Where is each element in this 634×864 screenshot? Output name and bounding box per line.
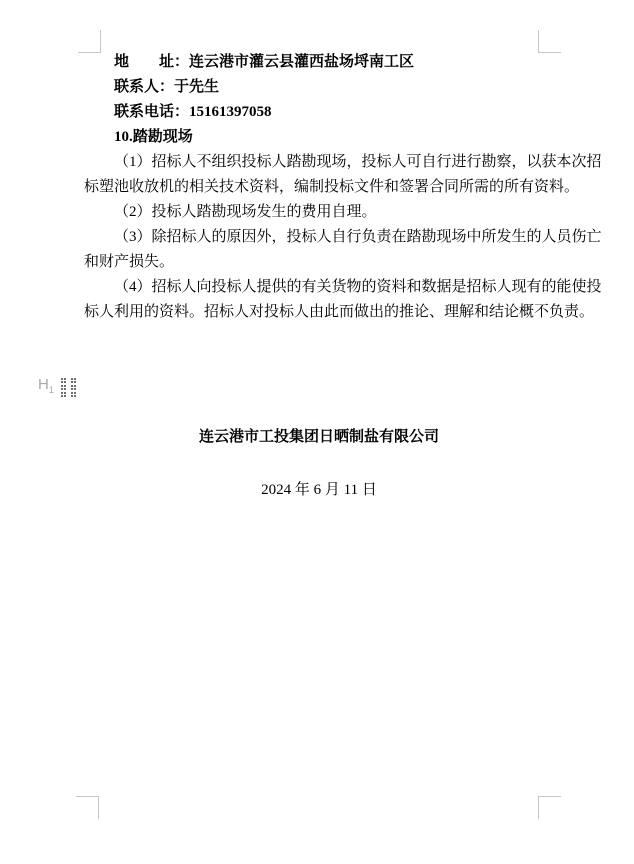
clause-3-line-1: （3）除招标人的原因外，投标人自行负责在踏勘现场中所发生的人员伤亡: [114, 229, 602, 245]
clause-2-line-1: （2）投标人踏勘现场发生的费用自理。: [114, 204, 377, 220]
section-heading: 10.踏勘现场: [114, 129, 193, 145]
signature-date: 2024 年 6 月 11 日: [261, 482, 377, 498]
company-signature: 连云港市工投集团日晒制盐有限公司: [198, 429, 439, 445]
clause-4-line-1: （4）招标人向投标人提供的有关货物的资料和数据是招标人现有的能使投: [114, 279, 602, 295]
clause-3-line-2: 和财产损失。: [84, 254, 175, 270]
heading-marker-level: 1: [48, 385, 54, 395]
heading-marker-letter: H: [38, 376, 49, 393]
drag-dot: [61, 392, 63, 394]
drag-dot: [71, 385, 73, 387]
drag-dot: [61, 378, 63, 380]
margin-corner-mark-bottom-left: [76, 796, 99, 819]
contact-person-line: 联系人：于先生: [114, 79, 220, 95]
editor-block-controls[interactable]: [38, 376, 76, 399]
drag-dot: [71, 378, 73, 380]
heading-1-marker[interactable]: [38, 376, 54, 399]
clause-1-line-1: （1）招标人不组织投标人踏勘现场，投标人可自行进行勘察，以获本次招: [114, 154, 602, 170]
address-line: 地 址：连云港市灌云县灌西盐场埒南工区: [114, 54, 415, 70]
clause-4-line-2: 标人利用的资料。招标人对投标人由此而做出的推论、理解和结论概不负责。: [84, 304, 595, 320]
margin-corner-mark-bottom-right: [538, 796, 561, 819]
drag-handle-icon[interactable]: [61, 378, 76, 397]
contact-phone-line: 联系电话：15161397058: [114, 104, 272, 120]
drag-dot: [61, 385, 63, 387]
drag-dot: [71, 392, 73, 394]
clause-1-line-2: 标塑池收放机的相关技术资料，编制投标文件和签署合同所需的所有资料。: [84, 179, 580, 195]
document-body: [84, 50, 602, 503]
